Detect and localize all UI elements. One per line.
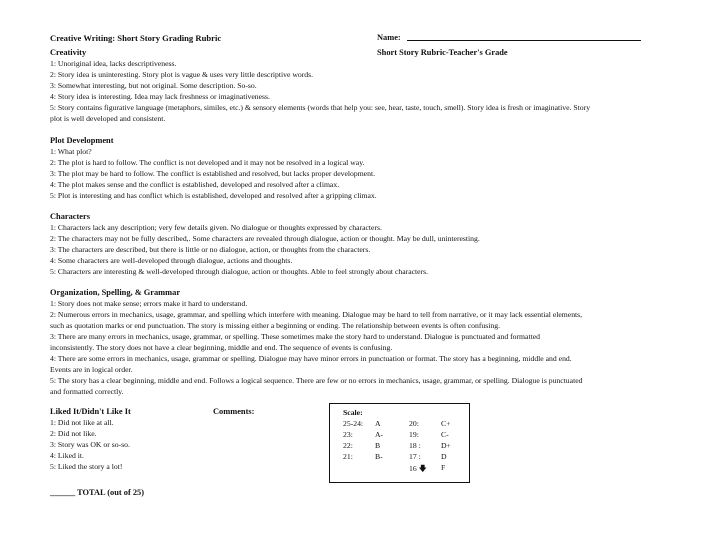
scale-score: 22: (343, 441, 353, 450)
scale-grade: F (441, 463, 446, 472)
plot-list (50, 146, 660, 201)
characters-line: 1: Characters lack any description; very few details given. No dialogue or thoughts expressed by characters. (50, 223, 382, 232)
scale-score: 18 : (409, 441, 421, 450)
organization-line: Events are in logical order. (50, 365, 133, 374)
grading-scale-box (329, 403, 470, 483)
total-label: TOTAL (out of 25) (77, 488, 145, 497)
scale-grade: A- (375, 430, 384, 439)
scale-grade: A (375, 419, 381, 428)
plot-heading: Plot Development (50, 136, 114, 145)
liked-list (50, 417, 210, 472)
plot-line: 2: The plot is hard to follow. The conflict is not developed and it may not be resolved in a logical way. (50, 158, 365, 167)
organization-heading: Organization, Spelling, & Grammar (50, 288, 181, 297)
organization-line: 2: Numerous errors in mechanics, usage, grammar, and spelling which interfere with meaning. Dialogue may be hard to tell from narrative, or it may lack essential elements, (50, 310, 583, 319)
plot-line: 3: The plot may be hard to follow. The conflict is established and resolved, but lacks proper development. (50, 169, 375, 178)
comments-label: Comments: (213, 407, 255, 416)
scale-score: 20: (409, 419, 419, 428)
creativity-line: 4: Story idea is interesting. Idea may lack freshness or imaginativeness. (50, 92, 270, 101)
organization-line: such as quotation marks or end punctuation. The story is missing either a beginning or ending. The relationship between events is often confusing. (50, 321, 500, 330)
liked-heading: Liked It/Didn't Like It (50, 407, 131, 416)
creativity-line: 3: Somewhat interesting, but not original. Some description. So-so. (50, 81, 257, 90)
name-field-line[interactable] (407, 40, 641, 41)
scale-score: 17 : (409, 452, 421, 461)
organization-line: and formatted correctly. (50, 387, 124, 396)
organization-line: inconsistently. The story does not have a clear beginning, middle and end. The sequence of events is confusing. (50, 343, 393, 352)
creativity-line: 1: Unoriginal idea, lacks descriptiveness. (50, 59, 177, 68)
plot-line: 1: What plot? (50, 147, 92, 156)
characters-line: 2: The characters may not be fully described,. Some characters are revealed through dialogue, action or thought. May be dull, uninteresting. (50, 234, 480, 243)
liked-line: 4: Liked it. (50, 451, 84, 460)
scale-grade: D+ (441, 441, 451, 450)
characters-list (50, 222, 660, 277)
scale-score: 19: (409, 430, 419, 439)
down-arrow-icon: 🡇 (418, 464, 427, 473)
scale-grade: C- (441, 430, 449, 439)
characters-heading: Characters (50, 212, 90, 221)
scale-grade: B (375, 441, 381, 450)
organization-line: 1: Story does not make sense; errors make it hard to understand. (50, 299, 248, 308)
total-blank[interactable]: ______ (50, 488, 76, 497)
scale-score: 25-24: (343, 419, 364, 428)
scale-score: 23: (343, 430, 353, 439)
scale-grade: D (441, 452, 447, 461)
liked-line: 3: Story was OK or so-so. (50, 440, 130, 449)
organization-line: 5: The story has a clear beginning, middle and end. Follows a logical sequence. There are few or no errors in mechanics, usage, grammar, or spelling. Dialogue is punctuated (50, 376, 583, 385)
plot-line: 5: Plot is interesting and has conflict which is established, developed and resolved after a gripping climax. (50, 191, 377, 200)
scale-score: 21: (343, 452, 353, 461)
creativity-line: plot is well developed and consistent. (50, 114, 166, 123)
scale-grade: C+ (441, 419, 451, 428)
liked-line: 1: Did not like at all. (50, 418, 114, 427)
liked-line: 5: Liked the story a lot! (50, 462, 123, 471)
rubric-subtitle: Short Story Rubric-Teacher's Grade (377, 48, 508, 57)
organization-list (50, 298, 660, 397)
scale-heading: Scale: (343, 408, 363, 417)
creativity-heading: Creativity (50, 48, 87, 57)
plot-line: 4: The plot makes sense and the conflict is established, developed and resolved after a climax. (50, 180, 340, 189)
characters-line: 3: The characters are described, but there is little or no dialogue, action, or thoughts from the characters. (50, 245, 371, 254)
document-title: Creative Writing: Short Story Grading Rubric (50, 33, 222, 43)
scale-score: 16 (409, 464, 417, 473)
creativity-line: 2: Story idea is uninteresting. Story plot is vague & uses very little descriptive words. (50, 70, 314, 79)
name-label: Name: (377, 33, 401, 42)
liked-line: 2: Did not like. (50, 429, 97, 438)
total-line (50, 488, 144, 497)
creativity-list (50, 58, 660, 124)
characters-line: 5: Characters are interesting & well-developed through dialogue, action or thoughts. Able to feel strongly about characters. (50, 267, 429, 276)
scale-grade: B- (375, 452, 383, 461)
characters-line: 4: Some characters are well-developed through dialogue, actions and thoughts. (50, 256, 293, 265)
creativity-line: 5: Story contains figurative language (metaphors, similes, etc.) & sensory elements (words that help you: see, hear, taste, touch, smell). Story idea is fresh or imaginative. Story (50, 103, 591, 112)
organization-line: 4: There are some errors in mechanics, usage, grammar or spelling. Dialogue may have minor errors in punctuation or format. The story has a beginning, middle and end. (50, 354, 572, 363)
organization-line: 3: There are many errors in mechanics, usage, grammar, or spelling. These sometimes make the story hard to understand. Dialogue is punctuated and formatted (50, 332, 540, 341)
